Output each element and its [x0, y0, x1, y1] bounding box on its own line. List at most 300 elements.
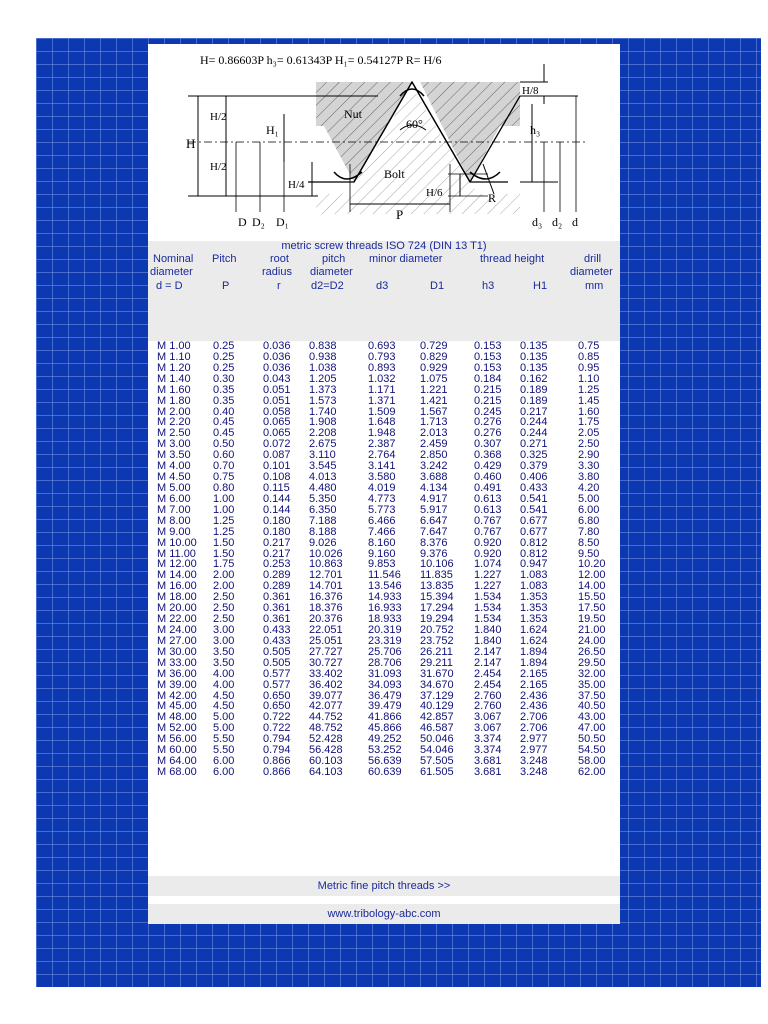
cell-pitch: 2.00 [213, 569, 235, 582]
cell-pitch: 0.35 [213, 394, 235, 407]
header-pitch-3: P [222, 280, 230, 292]
cell-root-radius: 0.289 [263, 569, 291, 582]
cell-drill: 1.75 [578, 416, 600, 429]
cell-pitch: 0.35 [213, 383, 235, 396]
cell-root-radius: 0.217 [263, 547, 291, 560]
cell-pitch: 6.00 [213, 765, 235, 778]
cell-pitch-diameter: 22.051 [309, 623, 343, 636]
cell-height-H1: 2.165 [520, 667, 548, 680]
cell-drill: 47.00 [578, 722, 606, 735]
cell-height-h3: 0.307 [474, 438, 502, 451]
cell-minor-d3: 7.466 [368, 525, 396, 538]
cell-root-radius: 0.087 [263, 449, 291, 462]
cell-height-H1: 1.894 [520, 656, 548, 669]
header-nominal-3: d = D [156, 280, 183, 292]
cell-minor-d3: 41.866 [368, 711, 402, 724]
cell-root-radius: 0.180 [263, 525, 291, 538]
cell-pitch-diameter: 30.727 [309, 656, 343, 669]
header-pd-3: d2=D2 [311, 280, 344, 292]
cell-root-radius: 0.794 [263, 733, 291, 746]
label-h3: h₃ [530, 123, 541, 137]
cell-minor-d3: 36.479 [368, 689, 402, 702]
cell-height-H1: 0.135 [520, 340, 548, 352]
cell-pitch: 0.30 [213, 372, 235, 385]
cell-drill: 40.50 [578, 700, 606, 713]
cell-height-h3: 3.681 [474, 755, 502, 768]
cell-height-h3: 0.767 [474, 514, 502, 527]
cell-root-radius: 0.065 [263, 427, 291, 440]
cell-pitch-diameter: 3.545 [309, 460, 337, 473]
cell-root-radius: 0.036 [263, 361, 291, 374]
cell-nominal: M 4.00 [157, 460, 191, 473]
cell-root-radius: 0.058 [263, 405, 291, 418]
cell-minor-D1: 1.567 [420, 405, 448, 418]
cell-height-H1: 2.436 [520, 700, 548, 713]
cell-drill: 54.50 [578, 744, 606, 757]
cell-pitch: 2.50 [213, 602, 235, 615]
cell-height-h3: 1.534 [474, 602, 502, 615]
header-nominal-2: diameter [150, 266, 193, 278]
cell-height-h3: 0.460 [474, 471, 502, 484]
cell-pitch: 0.45 [213, 427, 235, 440]
cell-minor-D1: 13.835 [420, 580, 454, 593]
cell-nominal: M 36.00 [157, 667, 197, 680]
cell-nominal: M 3.00 [157, 438, 191, 451]
cell-height-H1: 2.165 [520, 678, 548, 691]
cell-minor-D1: 2.850 [420, 449, 448, 462]
cell-nominal: M 48.00 [157, 711, 197, 724]
cell-pitch-diameter: 25.051 [309, 634, 343, 647]
cell-drill: 14.00 [578, 580, 606, 593]
cell-height-h3: 2.454 [474, 667, 502, 680]
cell-nominal: M 24.00 [157, 623, 197, 636]
cell-drill: 1.45 [578, 394, 600, 407]
cell-drill: 8.50 [578, 536, 600, 549]
cell-height-H1: 2.706 [520, 722, 548, 735]
cell-root-radius: 0.361 [263, 591, 291, 604]
cell-nominal: M 4.50 [157, 471, 191, 484]
cell-minor-D1: 1.421 [420, 394, 448, 407]
cell-pitch: 0.75 [213, 471, 235, 484]
label-D2: D₂ [252, 215, 265, 229]
cell-root-radius: 0.433 [263, 634, 291, 647]
cell-pitch-diameter: 44.752 [309, 711, 343, 724]
cell-nominal: M 20.00 [157, 602, 197, 615]
cell-root-radius: 0.072 [263, 438, 291, 451]
cell-minor-d3: 6.466 [368, 514, 396, 527]
cell-pitch: 0.40 [213, 405, 235, 418]
cell-height-H1: 0.135 [520, 350, 548, 363]
cell-pitch: 3.00 [213, 623, 235, 636]
cell-minor-d3: 1.032 [368, 372, 396, 385]
cell-height-H1: 0.812 [520, 536, 548, 549]
cell-pitch: 0.80 [213, 481, 235, 494]
cell-root-radius: 0.144 [263, 492, 291, 505]
table-row [148, 527, 620, 538]
cell-height-h3: 0.184 [474, 372, 502, 385]
cell-minor-d3: 0.893 [368, 361, 396, 374]
cell-pitch: 1.25 [213, 525, 235, 538]
cell-minor-D1: 4.917 [420, 492, 448, 505]
cell-nominal: M 2.00 [157, 405, 191, 418]
cell-height-H1: 0.406 [520, 471, 548, 484]
cell-nominal: M 1.10 [157, 350, 191, 363]
cell-pitch-diameter: 48.752 [309, 722, 343, 735]
cell-height-H1: 1.083 [520, 569, 548, 582]
cell-minor-D1: 40.129 [420, 700, 454, 713]
cell-nominal: M 2.20 [157, 416, 191, 429]
cell-minor-d3: 60.639 [368, 765, 402, 778]
cell-pitch-diameter: 10.026 [309, 547, 343, 560]
cell-root-radius: 0.361 [263, 602, 291, 615]
cell-minor-D1: 7.647 [420, 525, 448, 538]
label-H2-top: H/2 [210, 111, 227, 123]
cell-drill: 58.00 [578, 755, 606, 768]
cell-minor-D1: 31.670 [420, 667, 454, 680]
cell-pitch-diameter: 2.208 [309, 427, 337, 440]
cell-pitch-diameter: 4.013 [309, 471, 337, 484]
cell-pitch: 2.50 [213, 613, 235, 626]
cell-height-h3: 0.767 [474, 525, 502, 538]
header-pd-2: diameter [310, 266, 353, 278]
cell-drill: 43.00 [578, 711, 606, 724]
cell-nominal: M 45.00 [157, 700, 197, 713]
cell-height-h3: 2.147 [474, 656, 502, 669]
table-row [148, 385, 620, 396]
cell-height-H1: 1.353 [520, 591, 548, 604]
label-H8: H/8 [522, 85, 539, 97]
cell-drill: 17.50 [578, 602, 606, 615]
cell-height-H1: 0.135 [520, 361, 548, 374]
cell-nominal: M 27.00 [157, 634, 197, 647]
cell-minor-d3: 1.509 [368, 405, 396, 418]
cell-root-radius: 0.051 [263, 394, 291, 407]
cell-minor-d3: 0.793 [368, 350, 396, 363]
header-minor: minor diameter [369, 253, 443, 265]
cell-minor-D1: 19.294 [420, 613, 454, 626]
table-row [148, 396, 620, 407]
cell-pitch: 1.50 [213, 547, 235, 560]
cell-pitch: 4.00 [213, 678, 235, 691]
cell-pitch: 0.50 [213, 438, 235, 451]
cell-drill: 32.00 [578, 667, 606, 680]
cell-drill: 2.05 [578, 427, 600, 440]
cell-height-H1: 0.541 [520, 503, 548, 516]
cell-height-H1: 0.947 [520, 558, 548, 571]
cell-drill: 6.80 [578, 514, 600, 527]
cell-pitch-diameter: 5.350 [309, 492, 337, 505]
cell-nominal: M 2.50 [157, 427, 191, 440]
cell-minor-d3: 8.160 [368, 536, 396, 549]
cell-nominal: M 1.40 [157, 372, 191, 385]
cell-minor-D1: 4.134 [420, 481, 448, 494]
cell-nominal: M 14.00 [157, 569, 197, 582]
cell-drill: 24.00 [578, 634, 606, 647]
cell-nominal: M 33.00 [157, 656, 197, 669]
table-row [148, 538, 620, 549]
cell-pitch-diameter: 33.402 [309, 667, 343, 680]
cell-height-h3: 1.840 [474, 634, 502, 647]
cell-height-H1: 2.977 [520, 744, 548, 757]
cell-height-H1: 1.353 [520, 613, 548, 626]
cell-height-H1: 0.812 [520, 547, 548, 560]
cell-pitch: 0.25 [213, 361, 235, 374]
cell-minor-d3: 39.479 [368, 700, 402, 713]
cell-minor-d3: 1.171 [368, 383, 396, 396]
fine-pitch-link[interactable]: Metric fine pitch threads >> [148, 876, 620, 896]
cell-pitch: 3.00 [213, 634, 235, 647]
cell-drill: 9.50 [578, 547, 600, 560]
cell-root-radius: 0.253 [263, 558, 291, 571]
cell-minor-D1: 54.046 [420, 744, 454, 757]
cell-minor-D1: 42.857 [420, 711, 454, 724]
cell-drill: 4.20 [578, 481, 600, 494]
header-root-2: radius [262, 266, 292, 278]
cell-nominal: M 42.00 [157, 689, 197, 702]
cell-nominal: M 5.00 [157, 481, 191, 494]
cell-minor-d3: 28.706 [368, 656, 402, 669]
cell-minor-D1: 29.211 [420, 656, 453, 669]
cell-height-H1: 0.189 [520, 394, 548, 407]
header-d3: d3 [376, 280, 389, 292]
cell-minor-d3: 4.773 [368, 492, 396, 505]
cell-drill: 2.50 [578, 438, 600, 451]
header-drill-2: diameter [570, 266, 613, 278]
cell-height-h3: 1.534 [474, 613, 502, 626]
thread-table-body [148, 341, 620, 778]
header-height: thread height [480, 253, 545, 265]
label-D: D [238, 215, 247, 229]
cell-pitch-diameter: 8.188 [309, 525, 337, 538]
cell-pitch-diameter: 12.701 [309, 569, 343, 582]
cell-minor-d3: 5.773 [368, 503, 396, 516]
cell-minor-D1: 1.221 [420, 383, 448, 396]
cell-minor-d3: 34.093 [368, 678, 402, 691]
cell-root-radius: 0.433 [263, 623, 291, 636]
cell-root-radius: 0.043 [263, 372, 291, 385]
cell-nominal: M 16.00 [157, 580, 197, 593]
cell-height-H1: 2.436 [520, 689, 548, 702]
cell-drill: 12.00 [578, 569, 606, 582]
cell-height-H1: 1.624 [520, 634, 548, 647]
cell-height-h3: 0.613 [474, 492, 502, 505]
cell-drill: 6.00 [578, 503, 600, 516]
cell-height-h3: 0.429 [474, 460, 502, 473]
cell-root-radius: 0.217 [263, 536, 291, 549]
cell-pitch: 0.70 [213, 460, 235, 473]
cell-minor-d3: 1.648 [368, 416, 396, 429]
cell-minor-d3: 45.866 [368, 722, 402, 735]
cell-pitch: 4.00 [213, 667, 235, 680]
cell-pitch-diameter: 42.077 [309, 700, 343, 713]
cell-pitch-diameter: 1.908 [309, 416, 337, 429]
cell-pitch-diameter: 9.026 [309, 536, 337, 549]
cell-height-H1: 1.624 [520, 623, 548, 636]
cell-pitch: 1.50 [213, 536, 235, 549]
cell-drill: 1.60 [578, 405, 600, 418]
cell-minor-d3: 4.019 [368, 481, 396, 494]
cell-pitch: 4.50 [213, 689, 235, 702]
cell-nominal: M 18.00 [157, 591, 197, 604]
cell-minor-d3: 0.693 [368, 340, 396, 352]
cell-nominal: M 64.00 [157, 755, 197, 768]
cell-drill: 1.25 [578, 383, 600, 396]
cell-root-radius: 0.361 [263, 613, 291, 626]
cell-root-radius: 0.036 [263, 350, 291, 363]
cell-pitch: 5.50 [213, 744, 235, 757]
cell-minor-d3: 9.853 [368, 558, 396, 571]
cell-pitch-diameter: 27.727 [309, 645, 343, 658]
cell-root-radius: 0.722 [263, 711, 291, 724]
cell-height-h3: 0.920 [474, 536, 502, 549]
cell-minor-D1: 23.752 [420, 634, 454, 647]
cell-minor-D1: 0.929 [420, 361, 448, 374]
cell-minor-D1: 1.713 [420, 416, 448, 429]
cell-minor-D1: 2.459 [420, 438, 448, 451]
cell-pitch-diameter: 10.863 [309, 558, 343, 571]
cell-nominal: M 8.00 [157, 514, 191, 527]
cell-pitch: 1.75 [213, 558, 235, 571]
cell-height-H1: 0.677 [520, 514, 548, 527]
cell-pitch: 2.50 [213, 591, 235, 604]
cell-pitch: 1.00 [213, 492, 235, 505]
thread-profile-diagram [148, 44, 620, 241]
cell-minor-D1: 34.670 [420, 678, 454, 691]
cell-nominal: M 11.00 [157, 547, 196, 560]
cell-height-h3: 1.227 [474, 569, 502, 582]
cell-pitch-diameter: 1.740 [309, 405, 337, 418]
cell-minor-d3: 1.371 [368, 394, 396, 407]
cell-minor-D1: 11.835 [420, 569, 453, 582]
cell-minor-d3: 16.933 [368, 602, 402, 615]
cell-height-H1: 0.541 [520, 492, 548, 505]
cell-height-H1: 0.677 [520, 525, 548, 538]
cell-height-h3: 2.147 [474, 645, 502, 658]
cell-minor-d3: 9.160 [368, 547, 396, 560]
cell-minor-D1: 8.376 [420, 536, 448, 549]
cell-height-H1: 0.217 [520, 405, 548, 418]
cell-nominal: M 7.00 [157, 503, 191, 516]
cell-nominal: M 9.00 [157, 525, 191, 538]
cell-nominal: M 1.20 [157, 361, 191, 374]
cell-pitch-diameter: 60.103 [309, 755, 343, 768]
cell-pitch: 0.25 [213, 350, 235, 363]
cell-pitch-diameter: 0.838 [309, 340, 337, 352]
cell-minor-D1: 6.647 [420, 514, 448, 527]
cell-minor-D1: 10.106 [420, 558, 454, 571]
cell-minor-d3: 20.319 [368, 623, 402, 636]
cell-root-radius: 0.180 [263, 514, 291, 527]
cell-pitch: 3.50 [213, 656, 235, 669]
cell-pitch-diameter: 7.188 [309, 514, 337, 527]
cell-nominal: M 6.00 [157, 492, 191, 505]
cell-minor-D1: 3.688 [420, 471, 448, 484]
cell-minor-d3: 31.093 [368, 667, 402, 680]
cell-height-h3: 0.215 [474, 394, 502, 407]
cell-minor-D1: 37.129 [420, 689, 454, 702]
cell-minor-d3: 18.933 [368, 613, 402, 626]
table-title: metric screw threads ISO 724 (DIN 13 T1) [281, 240, 487, 252]
label-d3: d₃ [532, 215, 543, 229]
cell-minor-D1: 0.729 [420, 340, 448, 352]
cell-height-H1: 2.706 [520, 711, 548, 724]
cell-drill: 3.80 [578, 471, 600, 484]
cell-height-h3: 2.760 [474, 689, 502, 702]
header-D1: D1 [430, 280, 445, 292]
cell-pitch-diameter: 16.376 [309, 591, 343, 604]
cell-pitch-diameter: 14.701 [309, 580, 343, 593]
cell-pitch: 4.50 [213, 700, 235, 713]
label-nut: Nut [344, 107, 362, 121]
cell-nominal: M 3.50 [157, 449, 191, 462]
cell-height-h3: 0.276 [474, 427, 502, 440]
label-d2: d₂ [552, 215, 563, 229]
header-h3: h3 [482, 280, 495, 292]
cell-minor-D1: 15.394 [420, 591, 454, 604]
cell-pitch-diameter: 1.205 [309, 372, 337, 385]
cell-root-radius: 0.505 [263, 645, 291, 658]
cell-height-h3: 3.374 [474, 744, 502, 757]
cell-height-H1: 0.325 [520, 449, 548, 462]
cell-minor-d3: 23.319 [368, 634, 402, 647]
cell-root-radius: 0.866 [263, 765, 291, 778]
label-H1: H₁ [266, 123, 279, 137]
cell-pitch: 6.00 [213, 755, 235, 768]
cell-minor-D1: 50.046 [420, 733, 454, 746]
header-pd-1: pitch [322, 253, 346, 265]
cell-minor-d3: 3.580 [368, 471, 396, 484]
cell-minor-D1: 61.505 [420, 765, 454, 778]
cell-minor-D1: 26.211 [420, 645, 453, 658]
cell-drill: 15.50 [578, 591, 606, 604]
cell-root-radius: 0.051 [263, 383, 291, 396]
label-H4: H/4 [288, 179, 305, 191]
table-row [148, 680, 620, 691]
cell-minor-d3: 14.933 [368, 591, 402, 604]
label-R: R [488, 191, 497, 205]
cell-pitch-diameter: 56.428 [309, 744, 343, 757]
cell-height-h3: 3.067 [474, 722, 502, 735]
cell-root-radius: 0.065 [263, 416, 291, 429]
cell-pitch: 0.60 [213, 449, 235, 462]
cell-height-h3: 0.920 [474, 547, 502, 560]
cell-root-radius: 0.650 [263, 689, 291, 702]
cell-minor-d3: 2.764 [368, 449, 396, 462]
site-url[interactable]: www.tribology-abc.com [148, 904, 620, 924]
cell-root-radius: 0.289 [263, 580, 291, 593]
cell-height-H1: 1.083 [520, 580, 548, 593]
cell-minor-D1: 3.242 [420, 460, 448, 473]
cell-drill: 37.50 [578, 689, 606, 702]
cell-height-h3: 0.153 [474, 361, 502, 374]
cell-drill: 26.50 [578, 645, 606, 658]
table-header [148, 241, 620, 341]
content-panel [148, 44, 620, 924]
cell-height-h3: 1.227 [474, 580, 502, 593]
cell-pitch-diameter: 0.938 [309, 350, 337, 363]
cell-height-H1: 3.248 [520, 755, 548, 768]
cell-height-H1: 1.353 [520, 602, 548, 615]
cell-pitch: 3.50 [213, 645, 235, 658]
cell-pitch-diameter: 64.103 [309, 765, 343, 778]
cell-height-h3: 0.491 [474, 481, 502, 494]
header-root-1: root [270, 253, 289, 265]
cell-minor-D1: 20.752 [420, 623, 454, 636]
cell-drill: 0.75 [578, 340, 600, 352]
cell-drill: 7.80 [578, 525, 600, 538]
cell-height-h3: 2.760 [474, 700, 502, 713]
cell-minor-D1: 1.075 [420, 372, 448, 385]
